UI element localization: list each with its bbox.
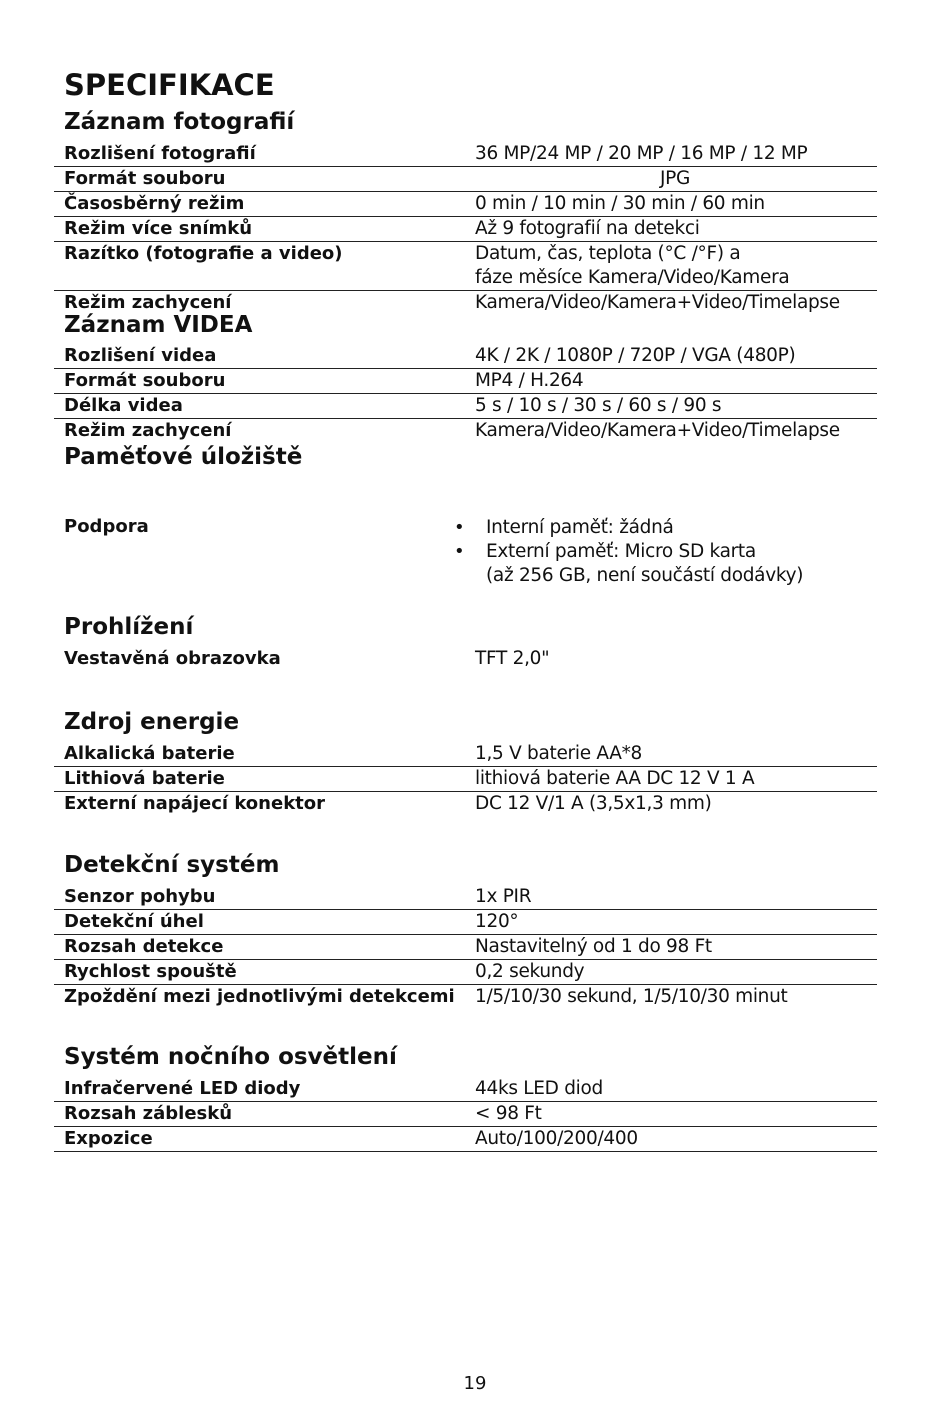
bullet-icon: • [454,517,465,538]
spec-value: Kamera/Video/Kamera+Video/Timelapse [475,292,840,313]
spec-value: 0 min / 10 min / 30 min / 60 min [475,193,765,214]
table-row [54,1077,877,1102]
table-row [54,142,877,167]
table-row [54,885,877,910]
bullet-icon: • [454,541,465,562]
spec-value: Nastavitelný od 1 do 98 Ft [475,936,712,957]
section-heading-power: Zdroj energie [64,709,240,735]
spec-label: Alkalická baterie [64,743,235,764]
section-heading-photo: Záznam fotografií [64,109,295,135]
table-row [54,960,877,985]
spec-label: Časosběrný režim [64,193,245,214]
spec-value: 44ks LED diod [475,1078,603,1099]
table-row [54,935,877,960]
spec-value: TFT 2,0" [475,648,550,669]
spec-label: Rychlost spouště [64,961,237,982]
spec-value: 5 s / 10 s / 30 s / 60 s / 90 s [475,395,722,416]
spec-label: Infračervené LED diody [64,1078,301,1099]
table-row [54,647,877,671]
table-row [54,344,877,369]
table-row [54,419,877,443]
spec-value: MP4 / H.264 [475,370,584,391]
spec-value: Datum, čas, teplota (°C /°F) a [475,243,741,264]
spec-value: 120° [475,911,519,932]
spec-label: Detekční úhel [64,911,204,932]
viewing-spec-table [54,647,877,671]
table-row [54,192,877,217]
table-row [54,985,877,1009]
spec-value: 0,2 sekundy [475,961,585,982]
page-number: 19 [463,1373,487,1394]
night-spec-table [54,1077,877,1152]
table-row [54,369,877,394]
spec-label: Formát souboru [64,370,226,391]
table-row [54,1127,877,1152]
spec-value-continued: fáze měsíce Kamera/Video/Kamera [475,267,790,288]
spec-value: 4K / 2K / 1080P / 720P / VGA (480P) [475,345,796,366]
bullet-text: Interní paměť: žádná [486,517,674,538]
list-item [454,540,804,588]
spec-label: Externí napájecí konektor [64,793,326,814]
section-heading-viewing: Prohlížení [64,614,194,640]
table-row [54,910,877,935]
spec-label: Formát souboru [64,168,226,189]
bullet-text: Externí paměť: Micro SD karta [486,541,756,562]
spec-label: Režim zachycení [64,420,232,441]
spec-label: Rozlišení videa [64,345,217,366]
spec-value: lithiová baterie AA DC 12 V 1 A [475,768,755,789]
bullet-text-continued: (až 256 GB, není součástí dodávky) [486,565,804,586]
spec-label: Senzor pohybu [64,886,216,907]
detection-spec-table [54,885,877,1009]
storage-bullet-list [454,516,804,588]
table-row [54,1102,877,1127]
spec-value: Až 9 fotografií na detekci [475,218,700,239]
spec-value: Kamera/Video/Kamera+Video/Timelapse [475,420,840,441]
spec-label: Podpora [64,516,149,537]
spec-label: Razítko (fotografie a video) [64,243,343,264]
spec-value: < 98 Ft [475,1103,542,1124]
section-heading-video: Záznam VIDEA [64,312,253,338]
spec-value: Auto/100/200/400 [475,1128,638,1149]
list-item [454,516,803,540]
spec-value: 1,5 V baterie AA*8 [475,743,643,764]
spec-label: Expozice [64,1128,153,1149]
table-row [54,217,877,242]
table-row [54,742,877,767]
spec-value: JPG [659,168,691,189]
section-heading-night: Systém nočního osvětlení [64,1044,397,1070]
spec-label: Vestavěná obrazovka [64,648,281,669]
spec-label: Rozsah záblesků [64,1103,233,1124]
power-spec-table [54,742,877,816]
table-row [54,394,877,419]
spec-value: 36 MP/24 MP / 20 MP / 16 MP / 12 MP [475,143,808,164]
spec-label: Rozsah detekce [64,936,224,957]
spec-label: Režim zachycení [64,292,232,313]
spec-label: Zpoždění mezi jednotlivými detekcemi [64,986,455,1007]
table-row [54,242,877,291]
section-heading-detection: Detekční systém [64,852,280,878]
spec-value: DC 12 V/1 A (3,5x1,3 mm) [475,793,712,814]
table-row [54,167,877,192]
spec-label: Rozlišení fotografií [64,143,256,164]
table-row [54,792,877,816]
table-row [54,767,877,792]
spec-label: Režim více snímků [64,218,253,239]
spec-value: 1/5/10/30 sekund, 1/5/10/30 minut [475,986,788,1007]
spec-value: 1x PIR [475,886,532,907]
video-spec-table [54,344,877,443]
photo-spec-table [54,142,877,315]
spec-label: Lithiová baterie [64,768,225,789]
page-title: SPECIFIKACE [64,68,275,102]
spec-label: Délka videa [64,395,183,416]
section-heading-storage: Paměťové úložiště [64,444,303,470]
